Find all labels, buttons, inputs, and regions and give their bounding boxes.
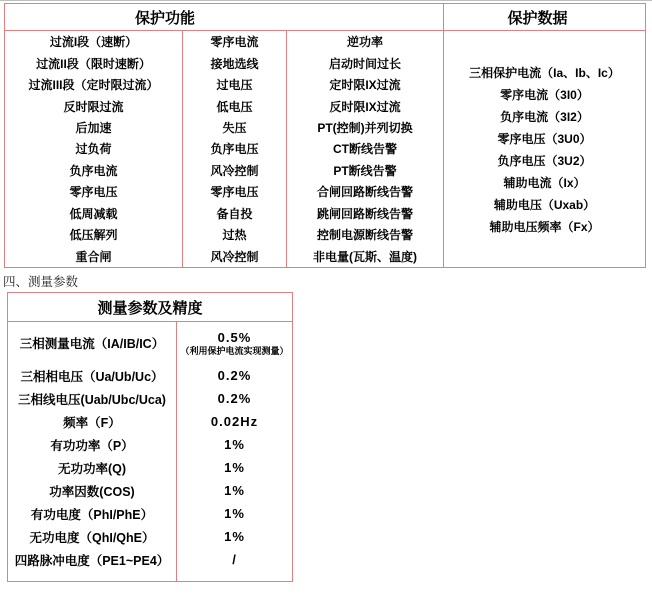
table-cell: 后加速 (75, 121, 112, 136)
accuracy-value: 1% (224, 437, 245, 452)
accuracy-note: （利用保护电流实现测量） (180, 345, 289, 356)
accuracy-value: 0.2% (217, 368, 252, 383)
table-row (8, 433, 292, 456)
table-cell: 零序电流 (210, 35, 259, 50)
parameter-label: 三相测量电流（IA/IB/IC） (8, 322, 177, 364)
protection-functions-column-2 (183, 31, 287, 267)
table-cell: 零序电流（3I0） (500, 87, 589, 102)
table-cell: 辅助电压频率（Fx） (489, 219, 600, 234)
parameter-label: 四路脉冲电度（PE1~PE4） (8, 548, 177, 571)
protection-table (4, 3, 646, 268)
section-heading: 四、测量参数 (3, 275, 79, 289)
accuracy-value: 1% (224, 460, 245, 475)
table-cell: 控制电源断线告警 (316, 228, 413, 243)
table-cell: 辅助电流（Ix） (503, 175, 586, 190)
protection-table-body (5, 31, 645, 267)
measurement-table (7, 292, 293, 582)
parameter-label: 三相相电压（Ua/Ub/Uc） (8, 364, 177, 387)
table-cell: 过热 (222, 228, 247, 243)
table-row (8, 548, 292, 571)
table-cell: 过电压 (216, 78, 253, 93)
parameter-label: 功率因数(COS) (8, 479, 177, 502)
table-row (8, 387, 292, 410)
table-row (8, 502, 292, 525)
table-cell: 过流I段（速断） (49, 35, 138, 50)
table-cell: 辅助电压（Uxab） (493, 197, 596, 212)
parameter-label: 无功电度（QhI/QhE） (8, 525, 177, 548)
table-cell: 合闸回路断线告警 (316, 185, 413, 200)
protection-functions-column-3 (287, 31, 444, 267)
accuracy-value: 1% (224, 483, 245, 498)
table-cell: 负序电压（3U2） (497, 153, 592, 168)
parameter-label: 有功功率（P） (8, 433, 177, 456)
table-row-filler (8, 571, 292, 581)
table-cell: CT断线告警 (333, 142, 397, 157)
table-cell: 启动时间过长 (328, 56, 401, 71)
table-cell: 负序电流 (69, 163, 118, 178)
table-cell: 过负荷 (75, 142, 112, 157)
table-cell: 重合闸 (75, 249, 112, 264)
table-cell: 三相保护电流（Ia、Ib、Ic） (469, 65, 620, 80)
measurement-table-body (8, 322, 292, 581)
table-row (8, 322, 292, 364)
table-cell: 负序电压 (210, 142, 259, 157)
table-cell: 风冷控制 (210, 249, 259, 264)
accuracy-value: 0.02Hz (210, 414, 259, 429)
table-cell: 备自投 (216, 206, 253, 221)
parameter-label: 无功功率(Q) (8, 456, 177, 479)
protection-table-header (5, 4, 645, 31)
parameter-label: 频率（F） (8, 410, 177, 433)
accuracy-value (177, 322, 292, 364)
table-cell: 低电压 (216, 99, 253, 114)
table-cell: 定时限IX过流 (329, 78, 401, 93)
parameter-label: 有功电度（PhI/PhE） (8, 502, 177, 525)
table-cell: 零序电压 (210, 185, 259, 200)
protection-data-column (444, 31, 645, 267)
parameter-label: 三相线电压(Uab/Ubc/Uca) (8, 387, 177, 410)
table-row (8, 364, 292, 387)
table-row (8, 410, 292, 433)
empty-cell (177, 571, 292, 581)
table-cell: 失压 (222, 121, 247, 136)
table-cell: 接地选线 (210, 56, 259, 71)
accuracy-value: 1% (224, 529, 245, 544)
accuracy-value: / (232, 552, 237, 567)
empty-cell (8, 571, 177, 581)
measurement-table-title: 测量参数及精度 (8, 293, 292, 322)
table-cell: PT(控制)并列切换 (317, 121, 413, 136)
cropped-top-border (0, 0, 652, 1)
table-cell: 负序电流（3I2） (500, 109, 589, 124)
table-cell: 非电量(瓦斯、温度) (313, 249, 417, 264)
header-protection-functions: 保护功能 (5, 4, 444, 30)
table-cell: 跳闸回路断线告警 (316, 206, 413, 221)
table-cell: 反时限IX过流 (329, 99, 401, 114)
table-cell: PT断线告警 (333, 163, 397, 178)
header-protection-data: 保护数据 (507, 9, 568, 27)
table-cell: 反时限过流 (63, 99, 124, 114)
table-row (8, 479, 292, 502)
table-cell: 低周减载 (69, 206, 118, 221)
table-cell: 零序电压（3U0） (497, 131, 592, 146)
table-row (8, 456, 292, 479)
table-cell: 风冷控制 (210, 163, 259, 178)
accuracy-value: 0.2% (217, 391, 252, 406)
table-cell: 零序电压 (69, 185, 118, 200)
accuracy-value: 1% (224, 506, 245, 521)
accuracy-number: 0.5% (217, 329, 252, 345)
protection-functions-column-1 (5, 31, 183, 267)
table-row (8, 525, 292, 548)
table-cell: 低压解列 (69, 228, 118, 243)
table-cell: 过流III段（定时限过流） (28, 78, 159, 93)
table-cell: 过流II段（限时速断） (36, 56, 151, 71)
table-cell: 逆功率 (346, 35, 383, 50)
